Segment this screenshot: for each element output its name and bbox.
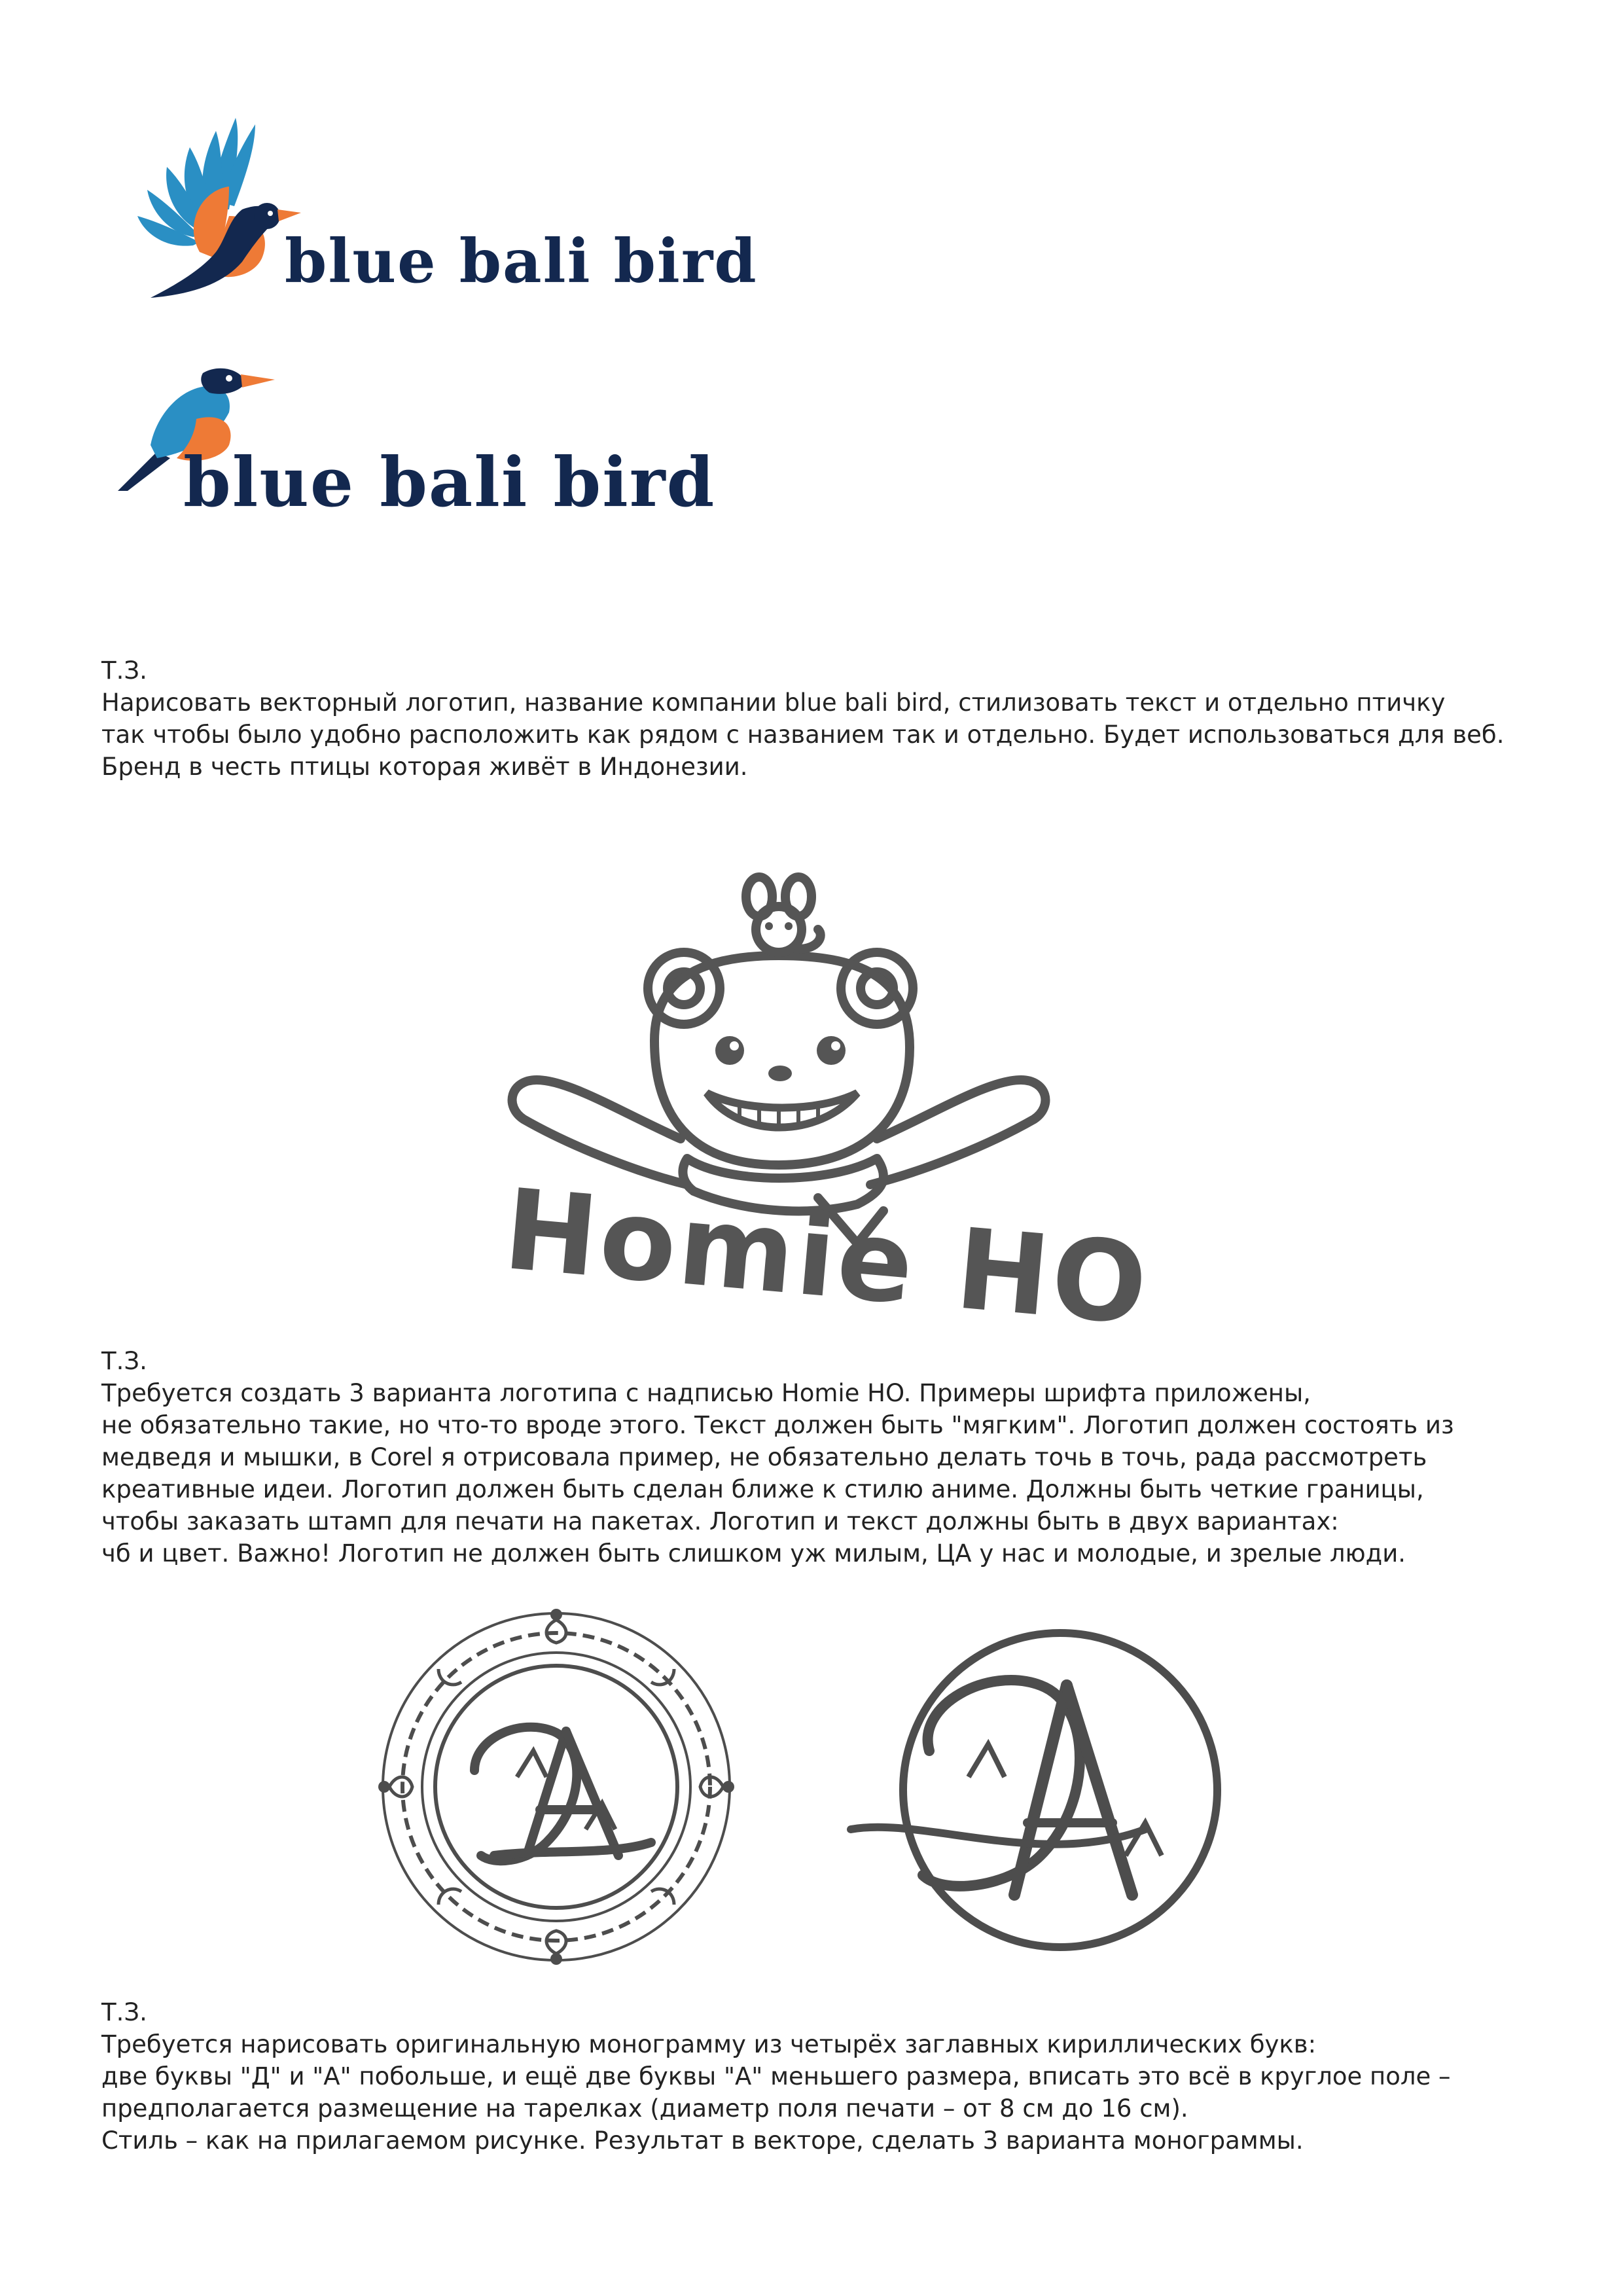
blue-bali-bird-logo-perched [118, 360, 720, 530]
spec-blue-bali-bird [101, 655, 1504, 783]
spec-line: чтобы заказать штамп для печати на пакетах. Логотип и текст должны быть в двух вариантах: [101, 1507, 1339, 1535]
homie-ho-text: Homie HO [499, 1165, 1155, 1351]
spec-line: чб и цвет. Важно! Логотип не должен быть слишком уж милым, ЦА у нас и молодые, и зрелые люди. [101, 1539, 1406, 1568]
brand-name-text: blue bali bird [183, 442, 716, 522]
spec-heading: Т.З. [101, 1347, 147, 1375]
spec-line: Нарисовать векторный логотип, название компании blue bali bird, стилизовать текст и отдельно птичку [101, 689, 1446, 717]
spec-line: Стиль – как на прилагаемом рисунке. Результат в векторе, сделать 3 варианта монограммы. [101, 2126, 1304, 2155]
spec-heading: Т.З. [101, 1998, 147, 2026]
brand-name-text: blue bali bird [285, 226, 758, 296]
blue-bali-bird-logo-flying [131, 111, 758, 308]
spec-heading: Т.З. [101, 656, 147, 685]
monogram-ornate [376, 1607, 736, 1967]
spec-line: медведя и мышки, в Corel я отрисовала пример, не обязательно делать точь в точь, рада рассмотреть [101, 1443, 1427, 1471]
homie-ho-logo [491, 877, 1155, 1351]
spec-homie-ho [101, 1345, 1454, 1570]
spec-line: креативные идеи. Логотип должен быть сделан ближе к стилю аниме. Должны быть четкие границы, [101, 1475, 1424, 1503]
spec-line: так чтобы было удобно расположить как рядом с названием так и отдельно. Будет использоваться для веб. [101, 721, 1505, 749]
spec-line: предполагается размещение на тарелках (диаметр поля печати – от 8 см до 16 см). [101, 2094, 1188, 2123]
kingfisher-flying-icon [131, 111, 301, 301]
monogram-simple [844, 1620, 1237, 1960]
spec-line: Требуется создать 3 варианта логотипа с надписью Homie HO. Примеры шрифта приложены, [101, 1379, 1311, 1407]
spec-line: две буквы "Д" и "А" побольше, и ещё две буквы "А" меньшего размера, вписать это всё в круглое поле – [101, 2062, 1451, 2090]
spec-line: не обязательно такие, но что-то вроде этого. Текст должен быть "мягким". Логотип должен состоять из [101, 1411, 1454, 1439]
monogram-ornate-frame-icon [376, 1607, 736, 1967]
spec-monogram [101, 1996, 1451, 2157]
spec-line: Бренд в честь птицы которая живёт в Индонезии. [101, 753, 748, 781]
spec-line: Требуется нарисовать оригинальную монограмму из четырёх заглавных кириллических букв: [101, 2030, 1317, 2058]
monogram-simple-circle-icon [844, 1620, 1237, 1960]
